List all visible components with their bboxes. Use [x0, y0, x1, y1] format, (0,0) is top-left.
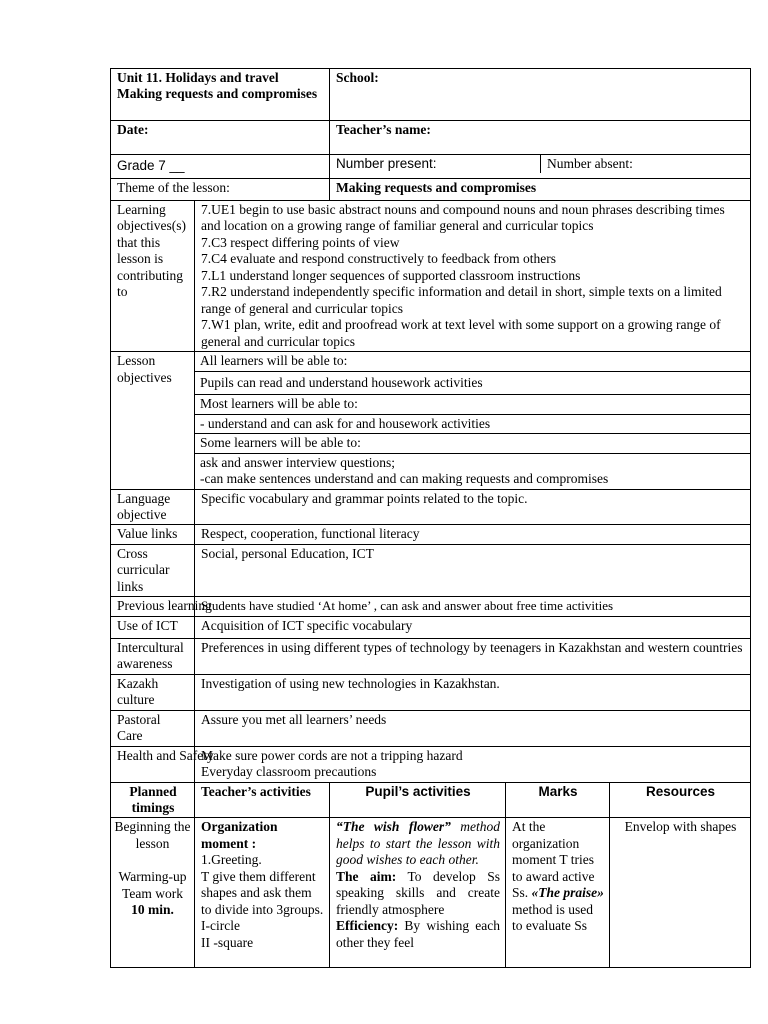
timing-duration: 10 min.	[131, 902, 174, 918]
marks-cell	[506, 818, 610, 968]
lesson-plan-page	[110, 68, 750, 968]
efficiency-text: By wishing each other they feel	[336, 918, 501, 950]
resources-cell: Envelop with shapes	[610, 818, 751, 968]
grouping-step: T give them different shapes and ask them to divide into 3groups.	[201, 868, 324, 917]
some-learners-value-1: ask and answer interview questions;	[200, 454, 395, 470]
marks-header: Marks	[506, 782, 610, 818]
all-learners-value: Pupils can read and understand housework activities	[195, 372, 750, 395]
group-square: II -square	[201, 934, 254, 950]
pupil-activities-cell	[330, 818, 506, 968]
school-label: School:	[330, 69, 751, 121]
grade-label: Grade 7 __	[111, 155, 330, 179]
health-safety-value	[195, 746, 751, 782]
theme-label: Theme of the lesson:	[111, 179, 330, 201]
organization-moment-title: Organization moment :	[201, 819, 278, 851]
row-value: Respect, cooperation, functional literacy	[195, 525, 751, 544]
learning-objectives-label: Learning objectives(s) that this lesson is contributing to	[111, 201, 195, 352]
objective-item: 7.R2 understand independently specific information and detail in short, simple texts on a limited range of general and curricular topics	[201, 284, 722, 316]
health-line-2: Everyday classroom precautions	[201, 764, 377, 780]
theme-value: Making requests and compromises	[330, 179, 751, 201]
greeting-step: 1.Greeting.	[201, 852, 262, 868]
health-safety-label: Health and Safety	[111, 746, 195, 782]
objective-item: 7.L1 understand longer sequences of supported classroom instructions	[201, 267, 581, 283]
teacher-activities-header: Teacher’s activities	[195, 782, 330, 818]
health-line-1: Make sure power cords are not a tripping hazard	[201, 747, 463, 763]
row-value: Specific vocabulary and grammar points related to the topic.	[195, 489, 751, 525]
learning-objectives-list	[195, 201, 751, 352]
row-label: Language objective	[111, 489, 195, 525]
praise-method: «The praise»	[531, 885, 604, 901]
timing-warmup: Warming-up	[118, 869, 187, 885]
marks-text: At the organization moment T tries to award active Ss.	[512, 819, 595, 901]
row-label: Pastoral Care	[111, 710, 195, 746]
row-label: Cross curricular links	[111, 544, 195, 596]
objective-item: 7.C3 respect differing points of view	[201, 234, 400, 250]
row-value: Social, personal Education, ICT	[195, 544, 751, 596]
row-value: Preferences in using different types of technology by teenagers in Kazakhstan and western countries	[195, 638, 751, 674]
row-value: Students have studied ‘At home’ , can ask and answer about free time activities	[195, 597, 751, 616]
number-present-label: Number present:	[330, 155, 541, 173]
number-absent-label: Number absent:	[547, 156, 633, 171]
lesson-plan-table	[110, 68, 751, 968]
row-value: Acquisition of ICT specific vocabulary	[195, 616, 751, 638]
unit-title: Unit 11. Holidays and travel Making requests and compromises	[111, 69, 330, 121]
attendance-cell	[330, 155, 751, 179]
objective-item: 7.W1 plan, write, edit and proofread work at text level with some support on a growing range of general and curricular topics	[201, 317, 721, 349]
wish-flower-method: “The wish flower”	[336, 819, 451, 835]
some-learners-value	[195, 454, 750, 489]
row-label: Previous learning	[111, 597, 195, 616]
all-learners-label: All learners will be able to:	[195, 352, 750, 371]
marks-text-2: method is used to evaluate Ss	[512, 901, 594, 934]
row-label: Use of ICT	[111, 616, 195, 638]
timing-teamwork: Team work	[122, 885, 183, 901]
most-learners-value: - understand and can ask for and housework activities	[195, 415, 750, 434]
group-circle: I-circle	[201, 918, 240, 934]
teacher-name-label: Teacher’s name:	[330, 121, 751, 155]
aim-label: The aim:	[336, 868, 397, 884]
objective-item: 7.C4 evaluate and respond constructively to feedback from others	[201, 251, 557, 267]
efficiency-label: Efficiency:	[336, 918, 399, 934]
timing-cell	[111, 818, 195, 968]
some-learners-value-2: -can make sentences understand and can making requests and compromises	[200, 471, 609, 487]
timing-beginning: Beginning the lesson	[114, 819, 191, 851]
objective-item: 7.UE1 begin to use basic abstract nouns and compound nouns and noun phrases describing times and location on a growing range of familiar general and curricular topics	[201, 202, 725, 234]
row-value: Investigation of using new technologies in Kazakhstan.	[195, 674, 751, 710]
pupil-activities-header: Pupil’s activities	[330, 782, 506, 818]
aim-text: To develop Ss speaking skills and create friendly atmosphere	[336, 868, 501, 917]
resources-header: Resources	[610, 782, 751, 818]
teacher-activities-cell	[195, 818, 330, 968]
planned-timings-header: Planned timings	[111, 782, 195, 818]
lesson-objectives-list	[195, 352, 751, 489]
wish-flower-description: method helps to start the lesson with good wishes to each other.	[336, 819, 501, 868]
row-label: Intercultural awareness	[111, 638, 195, 674]
row-value: Assure you met all learners’ needs	[195, 710, 751, 746]
row-label: Value links	[111, 525, 195, 544]
most-learners-label: Most learners will be able to:	[195, 395, 750, 414]
date-label: Date:	[111, 121, 330, 155]
row-label: Kazakh culture	[111, 674, 195, 710]
some-learners-label: Some learners will be able to:	[195, 434, 750, 453]
lesson-objectives-label: Lesson objectives	[111, 352, 195, 489]
